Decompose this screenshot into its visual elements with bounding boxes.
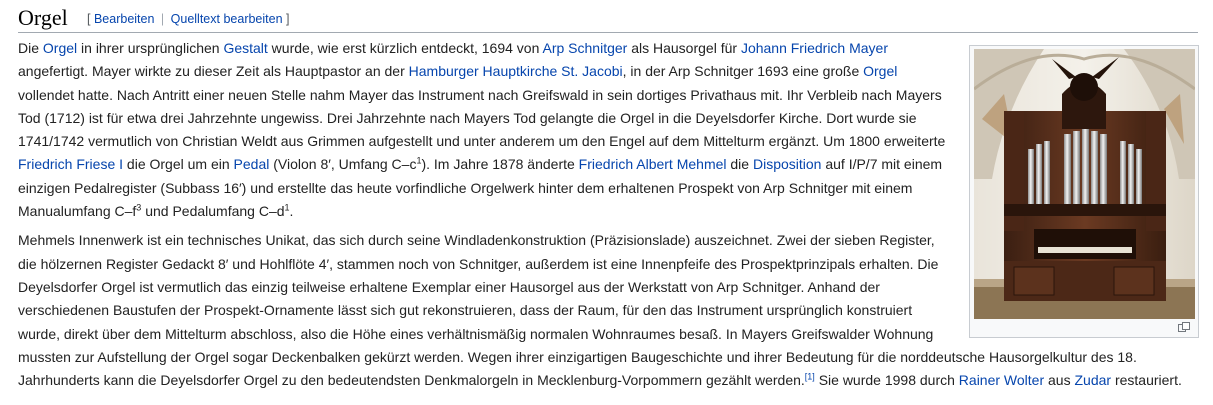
section-title: Orgel [18, 5, 68, 30]
paragraph-history [18, 37, 948, 223]
text: , in der Arp Schnitger 1693 eine große [622, 63, 864, 80]
link-pedal[interactable]: Pedal [233, 156, 270, 173]
text: auf I/P/7 mit einem einzigen Pedalregister (Subbass 16′) und erstellte das heute vorfindliche Orgelwerk hinter dem erhaltenen Prospekt von Arp Schnitger mit einem Manualumfang C–f [18, 156, 943, 220]
text: angefertigt. Mayer wirkte zu dieser Zeit als Hauptpastor an der [18, 63, 409, 80]
link-hauptkirche-st-jacobi[interactable]: Hamburger Hauptkirche St. Jacobi [408, 63, 623, 80]
superscript: 3 [136, 202, 142, 213]
link-disposition[interactable]: Disposition [752, 156, 822, 173]
edit-separator: | [160, 12, 165, 26]
link-orgel-2[interactable]: Orgel [863, 63, 898, 80]
reference-link[interactable]: [1] [804, 371, 815, 382]
link-rainer-wolter[interactable]: Rainer Wolter [958, 372, 1045, 389]
text: in ihrer ursprünglichen [77, 40, 224, 56]
link-mehmel[interactable]: Friedrich Albert Mehmel [578, 156, 727, 173]
text: als Hausorgel für [627, 40, 741, 56]
text: ). Im Jahre 1878 änderte [421, 156, 579, 173]
link-arp-schnitger[interactable]: Arp Schnitger [542, 40, 628, 56]
link-johann-friedrich-mayer[interactable]: Johann Friedrich Mayer [740, 40, 888, 56]
text: wurde, wie erst kürzlich entdeckt, 1694 von [267, 40, 543, 56]
text: die Orgel um ein [123, 156, 234, 173]
section-heading [18, 2, 1198, 33]
text: restauriert. [1111, 372, 1182, 389]
text: (Violon 8′, Umfang C–c [269, 156, 417, 173]
text: Die [18, 40, 43, 56]
edit-bracket-open: [ [87, 12, 91, 26]
edit-link[interactable]: Bearbeiten [93, 12, 155, 26]
edit-section-links [87, 12, 290, 26]
text: die [726, 156, 753, 173]
link-friedrich-friese[interactable]: Friedrich Friese I [18, 156, 124, 173]
text: . [289, 203, 294, 220]
link-zudar[interactable]: Zudar [1074, 372, 1112, 389]
superscript: 1 [416, 155, 422, 166]
paragraph-description [18, 229, 1203, 392]
text: vollendet hatte. Nach Antritt einer neuen Stelle nahm Mayer das Instrument nach Greifswald in sein dortiges Privathaus mit. Ihr Verbleib nach Mayers Tod (1712) ist für etwa drei Jahrzehnte ungewiss. Drei Jahrzehnte nach Mayers Tod gelangte die Orgel in die Deyelsdorfer Kirche. Dort wurde sie 1741/1742 vermutlich von Christian Weldt aus Grimmen aufgestellt und unter anderem um den Engel auf dem Mittelturm ergänzt. Um 1800 erweiterte [18, 86, 946, 150]
link-orgel[interactable]: Orgel [42, 40, 78, 56]
superscript: 1 [284, 202, 290, 213]
link-gestalt[interactable]: Gestalt [223, 40, 268, 56]
text: Sie wurde 1998 durch [814, 372, 959, 389]
text: und Pedalumfang C–d [141, 203, 285, 220]
text: Mehmels Innenwerk ist ein technisches Unikat, das sich durch seine Windladenkonstruktion (Präzisionslade) auszeichnet. Zwei der sieben Register, die hölzernen Register Gedackt 8′ und Hohlflöte 4′, stammen noch von Schnitger, außerdem ist eine Innenpfeife des Prospektprinzipals erhalten. Die Deyelsdorfer Orgel ist vermutlich das einzig teilweise erhaltene Exemplar einer Hausorgel aus der Werkstatt von Arp Schnitger. Anhand der verschiedenen Baustufen der Prospekt-Ornamente lässt sich gut rekonstruieren, dass der Raum, für den das Instrument ursprünglich konstruiert wurde, direkt über dem Mittelturm abschloss, also die Höhe eines verhältnismäßig normalen Wohnraumes besaß. In Mayers Greifswalder Wohnung mussten zur Aufstellung der Orgel sogar Deckenbalken gekürzt werden. Wegen ihrer einzigartigen Baugeschichte und ihrer Bedeutung für die norddeutsche Hausorgelkultur des 18. Jahrhunderts kann die Deyelsdorfer Orgel zu den bedeutendsten Denkmalorgeln in Mecklenburg-Vorpommern gezählt werden. [18, 232, 1137, 389]
edit-bracket-close: ] [286, 12, 290, 26]
article-content [18, 37, 1203, 392]
edit-source-link[interactable]: Quelltext bearbeiten [170, 12, 283, 26]
text: aus [1044, 372, 1075, 389]
